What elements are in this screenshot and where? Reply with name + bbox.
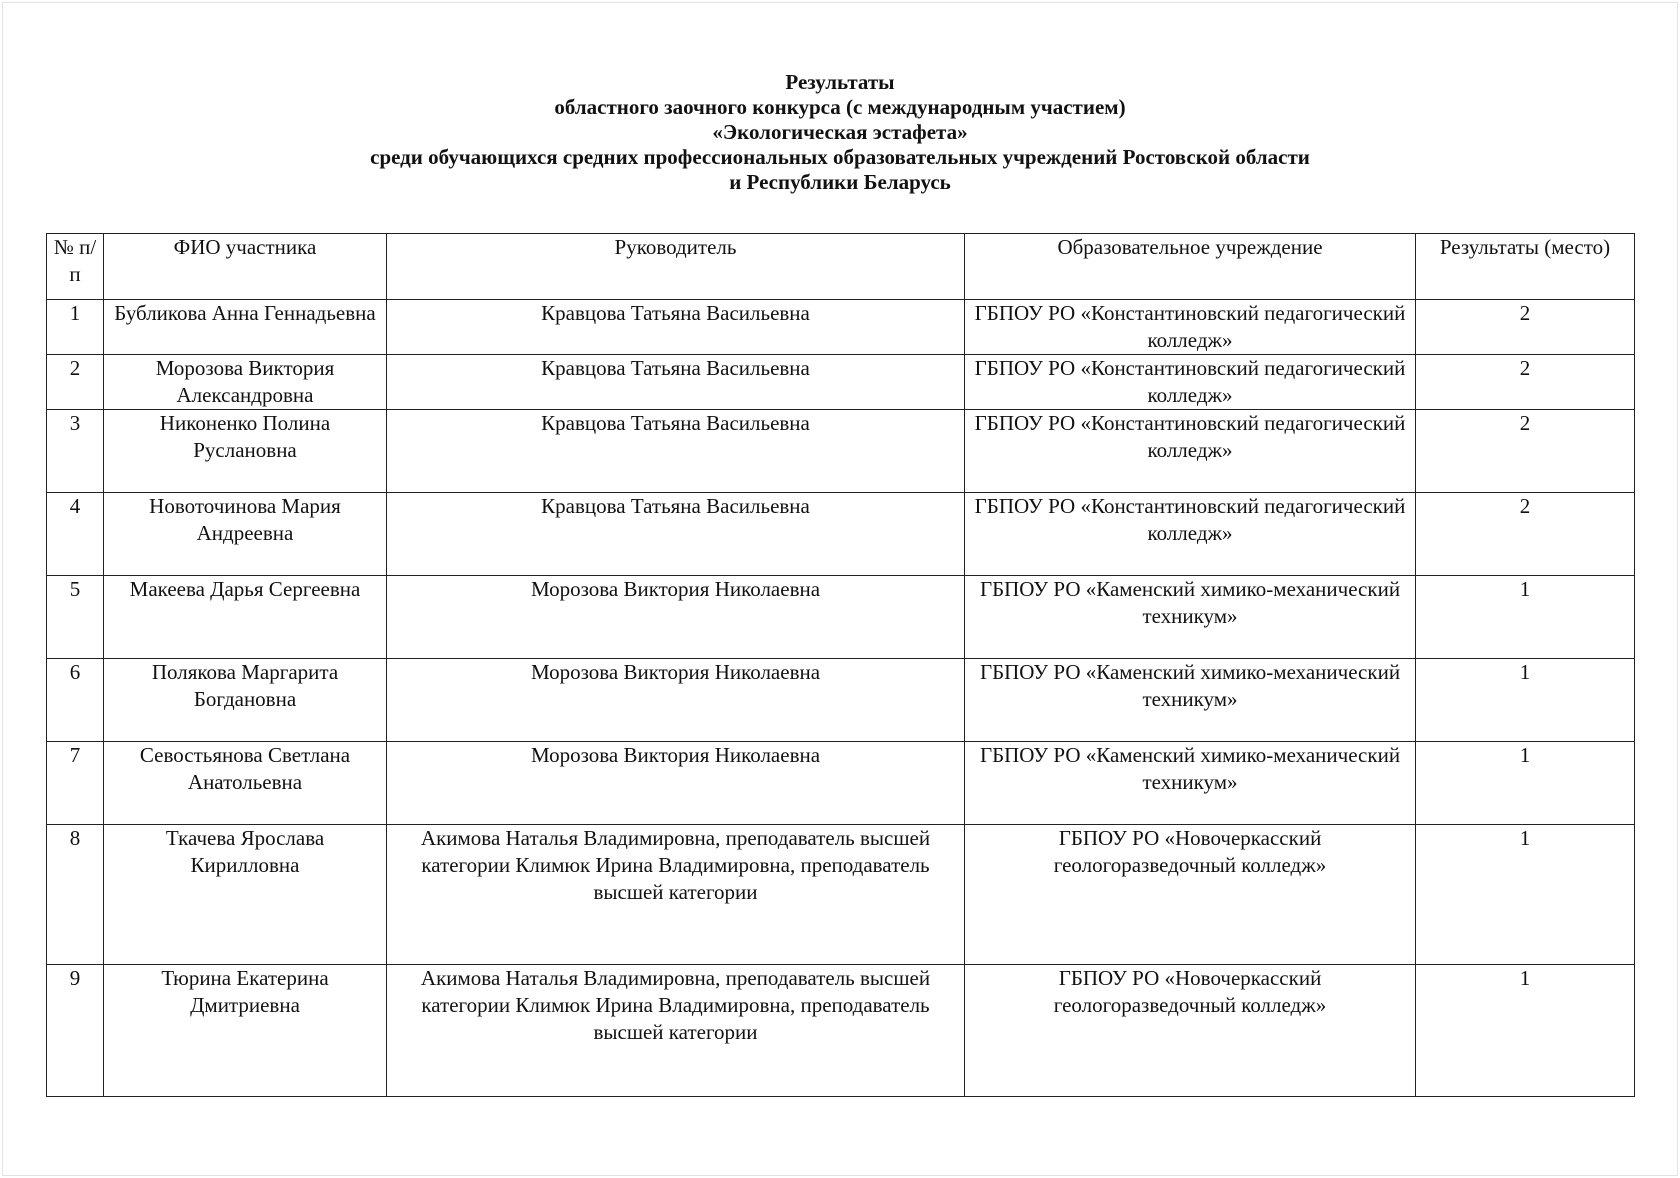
title-line-4: среди обучающихся средних профессиональных образовательных учреждений Ростовской области [370,145,1310,169]
results-table [46,233,1635,1097]
row-num: 3 [47,410,104,493]
row-result: 1 [1416,965,1635,1097]
row-num: 9 [47,965,104,1097]
row-institution: ГБПОУ РО «Константиновский педагогический колледж» [965,300,1416,355]
row-result: 1 [1416,825,1635,965]
row-name: Никоненко Полина Руслановна [104,410,387,493]
row-name: Морозова Виктория Александровна [104,355,387,410]
title-line-3: «Экологическая эстафета» [712,120,968,144]
row-head: Морозова Виктория Николаевна [387,576,965,659]
row-result: 2 [1416,300,1635,355]
row-head: Морозова Виктория Николаевна [387,742,965,825]
row-result: 1 [1416,659,1635,742]
row-institution: ГБПОУ РО «Константиновский педагогический колледж» [965,493,1416,576]
row-name: Полякова Маргарита Богдановна [104,659,387,742]
header-name: ФИО участника [104,234,387,300]
table-row [47,825,1635,965]
header-result: Результаты (место) [1416,234,1635,300]
row-num: 6 [47,659,104,742]
table-row [47,742,1635,825]
row-name: Бубликова Анна Геннадьевна [104,300,387,355]
row-head: Кравцова Татьяна Васильевна [387,410,965,493]
row-institution: ГБПОУ РО «Новочеркасский геологоразведочный колледж» [965,825,1416,965]
header-num: № п/п [47,234,104,300]
row-head: Акимова Наталья Владимировна, преподаватель высшей категории Климюк Ирина Владимировна, преподаватель высшей категории [387,825,965,965]
row-institution: ГБПОУ РО «Каменский химико-механический техникум» [965,576,1416,659]
row-institution: ГБПОУ РО «Новочеркасский геологоразведочный колледж» [965,965,1416,1097]
document-title [0,70,1680,195]
row-num: 7 [47,742,104,825]
table-row [47,965,1635,1097]
row-institution: ГБПОУ РО «Константиновский педагогический колледж» [965,410,1416,493]
row-name: Севостьянова Светлана Анатольевна [104,742,387,825]
row-name: Новоточинова Мария Андреевна [104,493,387,576]
row-head: Морозова Виктория Николаевна [387,659,965,742]
table-row [47,410,1635,493]
row-institution: ГБПОУ РО «Каменский химико-механический техникум» [965,742,1416,825]
row-head: Акимова Наталья Владимировна, преподаватель высшей категории Климюк Ирина Владимировна, преподаватель высшей категории [387,965,965,1097]
row-head: Кравцова Татьяна Васильевна [387,355,965,410]
row-name: Тюрина Екатерина Дмитриевна [104,965,387,1097]
table-row [47,355,1635,410]
row-num: 5 [47,576,104,659]
row-head: Кравцова Татьяна Васильевна [387,300,965,355]
row-num: 4 [47,493,104,576]
title-line-5: и Республики Беларусь [729,170,951,194]
row-result: 2 [1416,410,1635,493]
row-result: 2 [1416,355,1635,410]
table-row [47,576,1635,659]
header-institution: Образовательное учреждение [965,234,1416,300]
row-num: 1 [47,300,104,355]
row-head: Кравцова Татьяна Васильевна [387,493,965,576]
row-institution: ГБПОУ РО «Каменский химико-механический техникум» [965,659,1416,742]
table-row [47,493,1635,576]
row-institution: ГБПОУ РО «Константиновский педагогический колледж» [965,355,1416,410]
row-result: 2 [1416,493,1635,576]
title-line-1: Результаты [785,70,895,94]
table-row [47,659,1635,742]
row-result: 1 [1416,576,1635,659]
row-num: 2 [47,355,104,410]
title-line-2: областного заочного конкурса (с международным участием) [554,95,1126,119]
header-head: Руководитель [387,234,965,300]
table-header-row [47,234,1635,300]
row-num: 8 [47,825,104,965]
row-name: Макеева Дарья Сергеевна [104,576,387,659]
row-name: Ткачева Ярослава Кирилловна [104,825,387,965]
table-row [47,300,1635,355]
row-result: 1 [1416,742,1635,825]
